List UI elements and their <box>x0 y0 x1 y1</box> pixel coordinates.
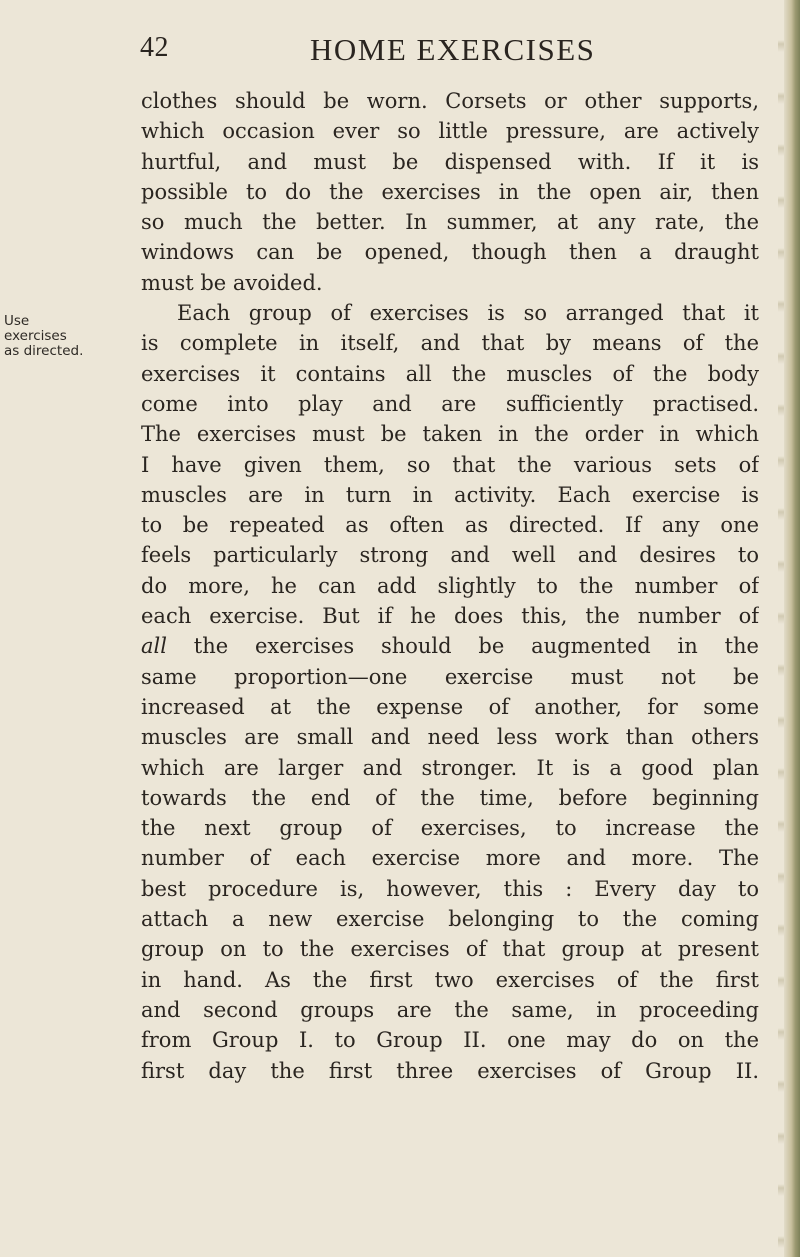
text-line: so much the better. In summer, at any rate, the <box>141 210 759 235</box>
text-line-rest: the exercises should be augmented in the <box>166 634 759 659</box>
text-line: towards the end of the time, before beginning <box>141 785 759 810</box>
margin-note-line: as directed. <box>4 343 84 359</box>
text-line: which occasion ever so little pressure, are actively <box>141 119 759 144</box>
text-line: increased at the expense of another, for some <box>141 694 759 719</box>
paragraph-start-line: Each group of exercises is so arranged that it <box>177 301 759 326</box>
margin-note-line: exercises <box>4 328 67 344</box>
text-line: from Group I. to Group II. one may do on the <box>141 1028 759 1053</box>
text-line: first day the first three exercises of Group II. <box>141 1058 759 1083</box>
text-line-italic <box>141 631 759 661</box>
page-header <box>140 28 760 68</box>
text-line: come into play and are sufficiently practised. <box>141 391 759 416</box>
page-edge-stain <box>778 0 784 1257</box>
text-line: exercises it contains all the muscles of the body <box>141 361 759 386</box>
text-line: muscles are small and need less work than others <box>141 725 759 750</box>
text-line: number of each exercise more and more. The <box>141 846 759 871</box>
text-line: each exercise. But if he does this, the number of <box>141 604 759 629</box>
text-line: windows can be opened, though then a draught <box>141 240 759 265</box>
text-line: best procedure is, however, this : Every day to <box>141 876 759 901</box>
running-head: HOME EXERCISES <box>310 32 596 67</box>
text-line: must be avoided. <box>141 270 323 295</box>
text-line: same proportion—one exercise must not be <box>141 664 759 689</box>
page-number: 42 <box>140 32 169 63</box>
text-line: group on to the exercises of that group at present <box>141 937 759 962</box>
text-line: and second groups are the same, in proceeding <box>141 997 759 1022</box>
text-line: The exercises must be taken in the order in which <box>141 422 759 447</box>
text-line: attach a new exercise belonging to the coming <box>141 907 759 932</box>
margin-note <box>4 314 100 359</box>
text-line: in hand. As the first two exercises of the first <box>141 967 759 992</box>
text-line: to be repeated as often as directed. If any one <box>141 513 759 538</box>
text-line: muscles are in turn in activity. Each exercise is <box>141 482 759 507</box>
text-line: clothes should be worn. Corsets or other supports, <box>141 89 759 113</box>
text-line: possible to do the exercises in the open air, then <box>141 179 759 204</box>
text-line: hurtful, and must be dispensed with. If it is <box>141 149 759 174</box>
text-line: is complete in itself, and that by means of the <box>141 331 759 356</box>
text-line: I have given them, so that the various sets of <box>141 452 759 477</box>
page-edge <box>784 0 800 1257</box>
italic-word: all <box>141 634 167 659</box>
text-line: do more, he can add slightly to the number of <box>141 573 759 598</box>
body-text <box>141 86 759 1086</box>
margin-note-line: Use <box>4 313 30 329</box>
text-line: feels particularly strong and well and desires to <box>141 543 759 568</box>
text-line: the next group of exercises, to increase the <box>141 816 759 841</box>
text-line: which are larger and stronger. It is a good plan <box>141 755 759 780</box>
